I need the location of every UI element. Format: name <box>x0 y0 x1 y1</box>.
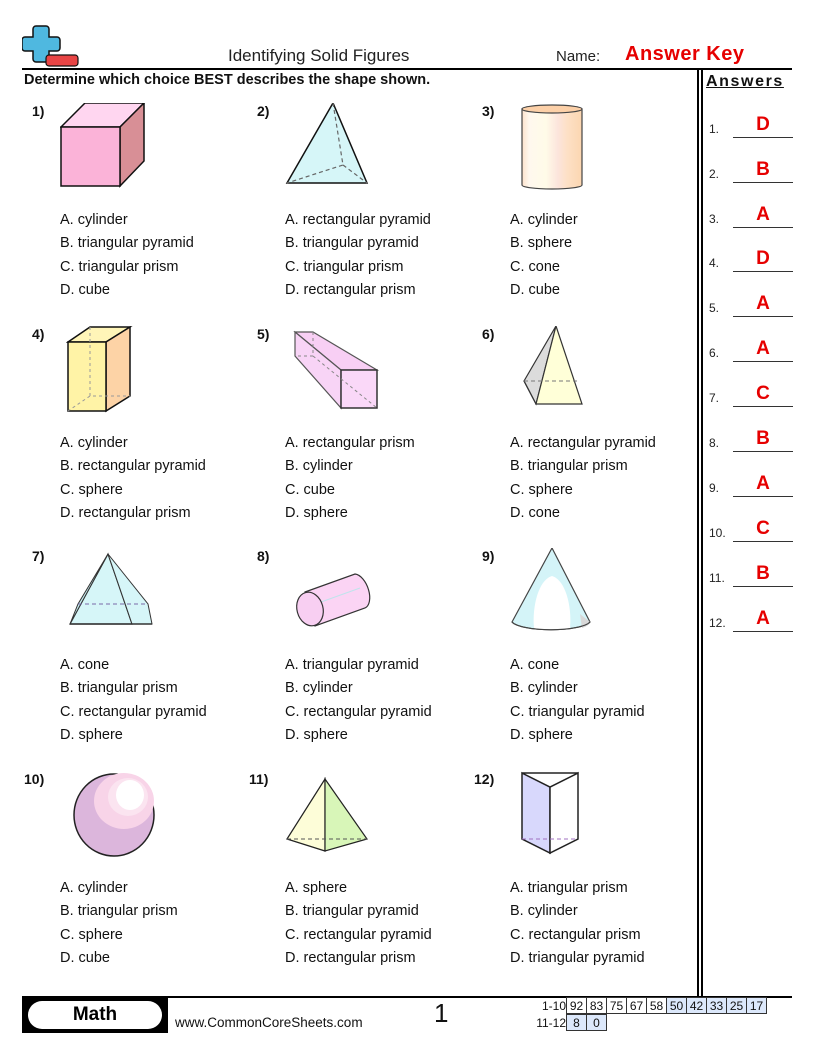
answer-number: 10. <box>709 526 726 540</box>
question-number: 4) <box>32 326 45 342</box>
score-cell: 33 <box>707 998 727 1014</box>
cylinder-figure <box>520 103 584 193</box>
question-9 <box>476 548 696 758</box>
choice-list <box>285 209 431 302</box>
answer-line <box>733 496 793 498</box>
question-11 <box>247 771 467 981</box>
answer-line <box>733 406 793 408</box>
choice-c: C. sphere <box>510 481 573 498</box>
answer-value: D <box>756 114 770 135</box>
answer-item <box>709 200 793 230</box>
choice-a: A. cone <box>60 657 110 673</box>
rectangular-prism-figure <box>66 326 136 416</box>
answer-value: C <box>756 383 770 404</box>
answer-line <box>733 631 793 633</box>
instructions: Determine which choice BEST describes the shape shown. <box>24 72 431 88</box>
triangular-pyramid-figure <box>285 103 375 193</box>
score-cell: 83 <box>587 998 607 1014</box>
answers-divider-left <box>697 70 699 996</box>
score-row-label: 1-10 <box>541 999 566 1013</box>
question-8 <box>251 548 471 758</box>
choice-d: D. sphere <box>285 726 348 743</box>
choice-list <box>285 877 432 970</box>
answer-item <box>709 244 793 274</box>
answer-number: 8. <box>709 436 720 450</box>
answer-line <box>733 182 793 184</box>
choice-b: B. triangular prism <box>60 903 178 920</box>
question-2 <box>251 103 471 313</box>
logo <box>22 24 80 68</box>
answer-line <box>733 541 793 543</box>
answer-item <box>709 559 793 589</box>
answer-item <box>709 334 793 364</box>
choice-a: A. cone <box>510 657 560 673</box>
choice-d: D. rectangular prism <box>285 281 416 298</box>
answer-number: 1. <box>709 122 720 136</box>
question-number: 10) <box>24 771 45 787</box>
choice-b: B. sphere <box>510 235 573 252</box>
answer-line <box>733 316 793 318</box>
site-url: www.CommonCoreSheets.com <box>175 1015 363 1030</box>
choice-d: D. sphere <box>60 726 123 743</box>
choice-d: D. sphere <box>285 504 348 521</box>
score-cell: 75 <box>607 998 627 1014</box>
header-divider <box>22 68 792 70</box>
question-6 <box>476 326 696 536</box>
choice-b: B. triangular pyramid <box>60 235 194 252</box>
answer-item <box>709 155 793 185</box>
question-number: 1) <box>32 103 45 119</box>
answer-value: C <box>756 518 770 539</box>
choice-c: C. triangular pyramid <box>510 703 645 720</box>
question-1 <box>26 103 246 313</box>
answer-number: 2. <box>709 167 720 181</box>
answer-number: 7. <box>709 391 720 405</box>
answer-number: 4. <box>709 256 720 270</box>
question-12 <box>472 771 692 981</box>
question-number: 2) <box>257 103 270 119</box>
answer-value: A <box>756 338 770 359</box>
score-cell: 25 <box>727 998 747 1014</box>
question-number: 12) <box>474 771 495 787</box>
question-5 <box>251 326 471 536</box>
choice-a: A. cylinder <box>60 435 128 451</box>
name-value: Answer Key <box>625 43 745 65</box>
worksheet-title: Identifying Solid Figures <box>228 46 410 65</box>
answer-value: A <box>756 293 770 314</box>
score-cell: 8 <box>567 1015 587 1031</box>
answer-number: 5. <box>709 301 720 315</box>
score-cell: 67 <box>627 998 647 1014</box>
choice-a: A. cylinder <box>60 880 128 896</box>
rectangular-pyramid-figure <box>522 326 592 411</box>
sphere-figure <box>72 771 156 857</box>
answer-value: B <box>756 428 770 449</box>
score-cell: 92 <box>567 998 587 1014</box>
answer-number: 9. <box>709 481 720 495</box>
answer-item <box>709 604 793 634</box>
cube-figure <box>60 103 150 193</box>
choice-list <box>510 209 578 302</box>
choice-d: D. triangular pyramid <box>510 949 645 966</box>
choice-a: A. sphere <box>285 880 348 896</box>
name-label: Name: <box>556 48 601 65</box>
choice-list <box>510 654 645 747</box>
question-4 <box>26 326 246 536</box>
choice-a: A. triangular pyramid <box>285 657 419 673</box>
answer-item <box>709 469 793 499</box>
answer-value: A <box>756 473 770 494</box>
choice-b: B. cylinder <box>510 680 578 697</box>
answer-item <box>709 514 793 544</box>
cone-figure <box>510 548 594 634</box>
choice-list <box>510 877 645 970</box>
choice-b: B. rectangular pyramid <box>60 458 206 475</box>
answers-heading: Answers <box>706 73 784 90</box>
choice-b: B. triangular pyramid <box>285 903 419 920</box>
choice-list <box>60 654 207 747</box>
answer-value: A <box>756 204 770 225</box>
choice-c: C. rectangular pyramid <box>285 926 432 943</box>
answer-line <box>733 451 793 453</box>
answer-item <box>709 379 793 409</box>
choice-a: A. cylinder <box>510 212 578 228</box>
score-row-label: 11-12 <box>536 1016 566 1030</box>
answer-value: B <box>756 159 770 180</box>
answers-divider-right <box>701 70 703 996</box>
answer-number: 3. <box>709 212 720 226</box>
rectangular-prism-figure <box>293 326 383 416</box>
choice-c: C. sphere <box>60 481 123 498</box>
answer-value: D <box>756 248 770 269</box>
choice-a: A. rectangular pyramid <box>510 435 656 451</box>
minus-icon <box>46 55 78 66</box>
answer-number: 6. <box>709 346 720 360</box>
choice-c: C. cone <box>510 258 560 275</box>
choice-a: A. rectangular pyramid <box>285 212 431 228</box>
choice-list <box>60 432 206 525</box>
question-number: 7) <box>32 548 45 564</box>
choice-a: A. rectangular prism <box>285 435 415 451</box>
choice-b: B. triangular prism <box>510 458 628 475</box>
choice-d: D. cone <box>510 504 560 521</box>
answer-line <box>733 586 793 588</box>
question-number: 5) <box>257 326 270 342</box>
answer-line <box>733 137 793 139</box>
subject-label: Math <box>28 1001 162 1029</box>
cylinder-figure <box>285 548 375 638</box>
choice-d: D. sphere <box>510 726 573 743</box>
rectangular-pyramid-figure <box>68 548 158 628</box>
answer-value: B <box>756 563 770 584</box>
choice-list <box>60 877 178 970</box>
choice-c: C. rectangular pyramid <box>60 703 207 720</box>
answer-line <box>733 271 793 273</box>
choice-d: D. cube <box>60 281 110 298</box>
choice-list <box>510 432 656 525</box>
choice-c: C. rectangular prism <box>510 926 641 943</box>
answer-item <box>709 289 793 319</box>
answer-line <box>733 361 793 363</box>
choice-b: B. cylinder <box>285 680 353 697</box>
score-cell: 17 <box>747 998 767 1014</box>
answer-value: A <box>756 608 770 629</box>
choice-d: D. rectangular prism <box>285 949 416 966</box>
choice-list <box>60 209 194 302</box>
score-cell: 50 <box>667 998 687 1014</box>
choice-c: C. sphere <box>60 926 123 943</box>
choice-c: C. triangular prism <box>60 258 179 275</box>
question-10 <box>22 771 242 981</box>
choice-b: B. cylinder <box>510 903 578 920</box>
question-number: 8) <box>257 548 270 564</box>
question-number: 9) <box>482 548 495 564</box>
choice-c: C. triangular prism <box>285 258 404 275</box>
choice-d: D. cube <box>60 949 110 966</box>
choice-list <box>285 654 432 747</box>
question-3 <box>476 103 696 313</box>
answer-number: 12. <box>709 616 726 630</box>
page-number: 1 <box>434 998 449 1028</box>
answer-item <box>709 110 793 140</box>
choice-b: B. triangular prism <box>60 680 178 697</box>
choice-d: D. cube <box>510 281 560 298</box>
subject-badge <box>22 998 168 1033</box>
answer-item <box>709 424 793 454</box>
question-number: 6) <box>482 326 495 342</box>
answer-number: 11. <box>709 571 725 585</box>
choice-list <box>285 432 415 525</box>
choice-a: A. cylinder <box>60 212 128 228</box>
question-number: 11) <box>249 771 269 787</box>
question-number: 3) <box>482 103 495 119</box>
choice-c: C. rectangular pyramid <box>285 703 432 720</box>
score-table-row-1 <box>566 997 767 1014</box>
choice-a: A. triangular prism <box>510 880 628 896</box>
choice-b: B. triangular pyramid <box>285 235 419 252</box>
score-cell: 42 <box>687 998 707 1014</box>
triangular-pyramid-figure <box>285 771 369 857</box>
choice-c: C. cube <box>285 481 335 498</box>
choice-b: B. cylinder <box>285 458 353 475</box>
answer-line <box>733 227 793 229</box>
question-7 <box>26 548 246 758</box>
score-table-row-2 <box>566 1014 607 1031</box>
score-cell: 58 <box>647 998 667 1014</box>
triangular-prism-figure <box>520 771 604 857</box>
score-cell: 0 <box>587 1015 607 1031</box>
choice-d: D. rectangular prism <box>60 504 191 521</box>
